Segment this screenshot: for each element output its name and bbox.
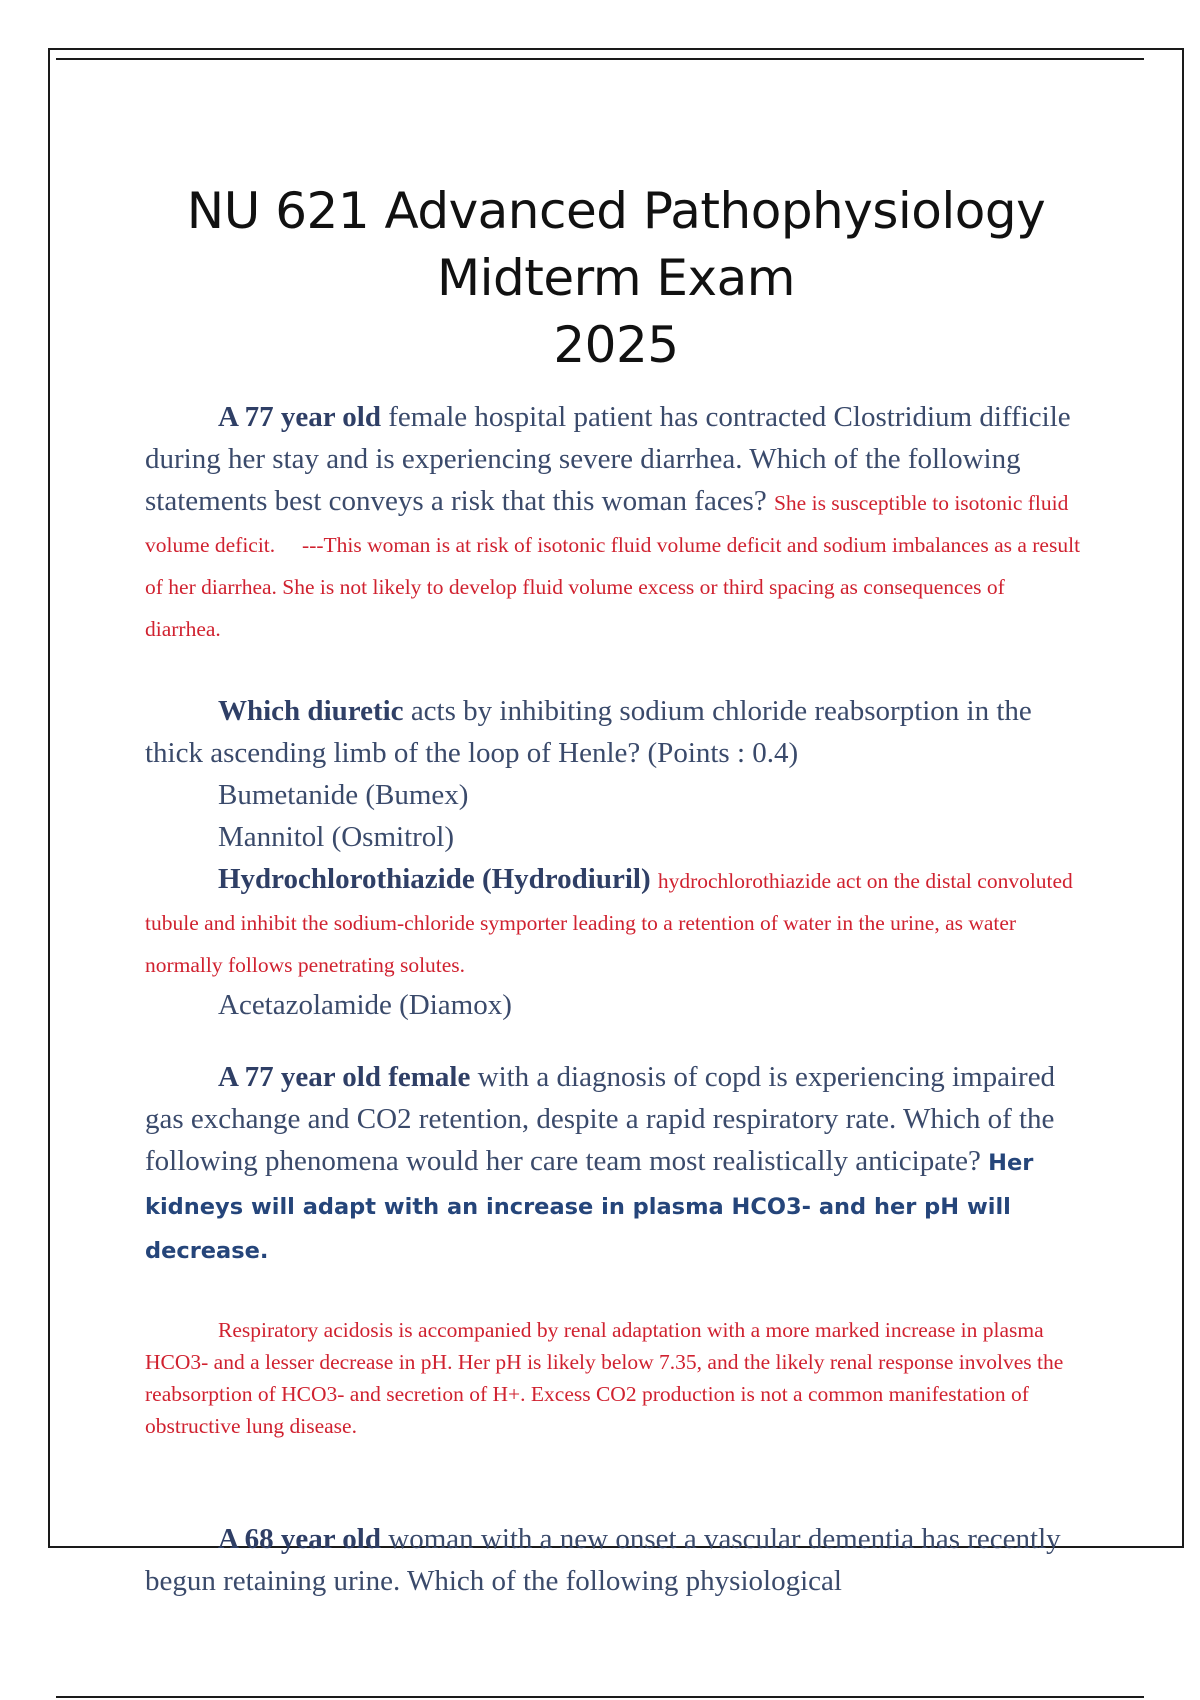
question-2-lead: Which diuretic bbox=[218, 695, 404, 727]
question-4-text: woman with a new onset a vascular dementia has recently begun retaining urine. Which of the following physiological bbox=[145, 1523, 1061, 1597]
question-2-text: acts by inhibiting sodium chloride reabsorption in the thick ascending limb of the loop of Henle? (Points : 0.4) bbox=[145, 695, 1032, 769]
question-2-option-3 bbox=[145, 858, 1085, 984]
question-3 bbox=[145, 1056, 1085, 1272]
question-1-text: female hospital patient has contracted Clostridium difficile during her stay and is experiencing severe diarrhea. Which of the following statements best conveys a risk that this woman faces? bbox=[145, 401, 1071, 517]
title-line-2: Midterm Exam bbox=[437, 249, 795, 307]
question-3-explanation: Respiratory acidosis is accompanied by renal adaptation with a more marked increase in plasma HCO3- and a lesser decrease in pH. Her pH is likely below 7.35, and the likely renal response involves the reabsorption of HCO3- and secretion of H+. Excess CO2 production is not a common manifestation of obstructive lung disease. bbox=[145, 1318, 1064, 1438]
footer-rule bbox=[56, 1696, 1144, 1698]
question-1 bbox=[145, 396, 1085, 648]
question-2-option-3-label: Hydrochlorothiazide (Hydrodiuril) bbox=[218, 863, 651, 895]
question-2-option-1: Bumetanide (Bumex) bbox=[218, 779, 469, 811]
question-4 bbox=[145, 1518, 1085, 1602]
title-line-1: NU 621 Advanced Pathophysiology bbox=[186, 182, 1046, 240]
title-line-3: 2025 bbox=[553, 316, 679, 374]
question-2 bbox=[145, 690, 1085, 774]
document-title bbox=[48, 178, 1184, 379]
question-2-option-4: Acetazolamide (Diamox) bbox=[218, 989, 512, 1021]
question-1-answer: She is susceptible to isotonic fluid volume deficit. bbox=[145, 491, 1069, 557]
question-3-lead: A 77 year old female bbox=[218, 1061, 471, 1093]
question-3-text: with a diagnosis of copd is experiencing impaired gas exchange and CO2 retention, despite a rapid respiratory rate. Which of the following phenomena would her care team most realistically anticipate? bbox=[145, 1061, 1056, 1177]
question-2-option-2: Mannitol (Osmitrol) bbox=[218, 821, 455, 853]
question-3-answer: Her kidneys will adapt with an increase in plasma HCO3- and her pH will decrease. bbox=[145, 1150, 1034, 1264]
question-1-lead: A 77 year old bbox=[218, 401, 381, 433]
exam-content bbox=[145, 396, 1085, 1597]
header-rule bbox=[56, 58, 1144, 60]
question-1-explanation: ---This woman is at risk of isotonic fluid volume deficit and sodium imbalances as a result of her diarrhea. She is not likely to develop fluid volume excess or third spacing as consequences of diarrhea. bbox=[145, 533, 1081, 641]
question-2-option-3-explanation: hydrochlorothiazide act on the distal convoluted tubule and inhibit the sodium-chloride symporter leading to a retention of water in the urine, as water normally follows penetrating solutes. bbox=[145, 869, 1073, 977]
question-4-lead: A 68 year old bbox=[218, 1523, 381, 1555]
